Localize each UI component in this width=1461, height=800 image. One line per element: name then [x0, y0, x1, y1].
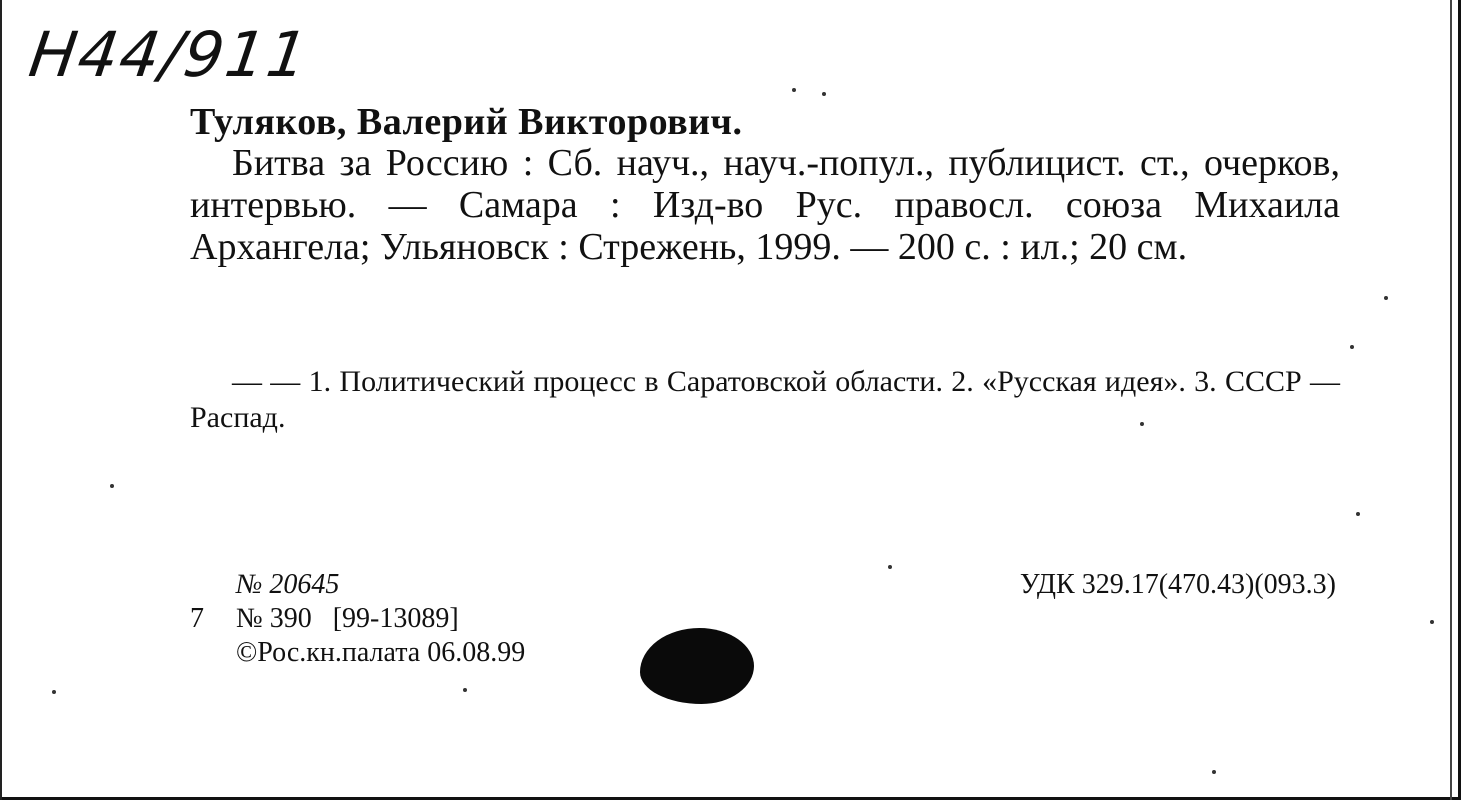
- book-chamber-stamp: ©Рос.кн.палата 06.08.99: [236, 637, 526, 668]
- speck: [1356, 512, 1360, 516]
- copies-count: 7: [190, 603, 204, 634]
- subject-headings: — — 1. Политический процесс в Саратовской области. 2. «Русская идея». 3. СССР — Распад.: [190, 365, 1340, 434]
- speck: [110, 484, 114, 488]
- speck: [52, 690, 56, 694]
- speck: [463, 688, 467, 692]
- speck: [1430, 620, 1434, 624]
- bibliographic-description: Битва за Россию : Сб. науч., науч.-попул., публицист. ст., очерков, интервью. — Самара : Изд-во Рус. правосл. союза Михаила Архангела; Ульяновск : Стрежень, 1999. — 200 с. : ил.; 20 см.: [190, 142, 1340, 268]
- speck: [1140, 422, 1144, 426]
- handwritten-shelfmark: Н44/911: [24, 18, 314, 91]
- speck: [822, 92, 826, 96]
- speck: [1350, 345, 1354, 349]
- speck: [792, 88, 796, 92]
- card-edge: [1450, 0, 1452, 800]
- ink-blot: [640, 628, 754, 704]
- author-heading: Туляков, Валерий Викторович.: [190, 101, 743, 143]
- udc-code: УДК 329.17(470.43)(093.3): [1019, 569, 1336, 600]
- copies-line: [190, 602, 459, 636]
- registration-number: № 20645: [236, 569, 340, 600]
- copies-number: № 390 [99-13089]: [236, 603, 459, 634]
- speck: [1212, 770, 1216, 774]
- speck: [888, 565, 892, 569]
- speck: [1384, 296, 1388, 300]
